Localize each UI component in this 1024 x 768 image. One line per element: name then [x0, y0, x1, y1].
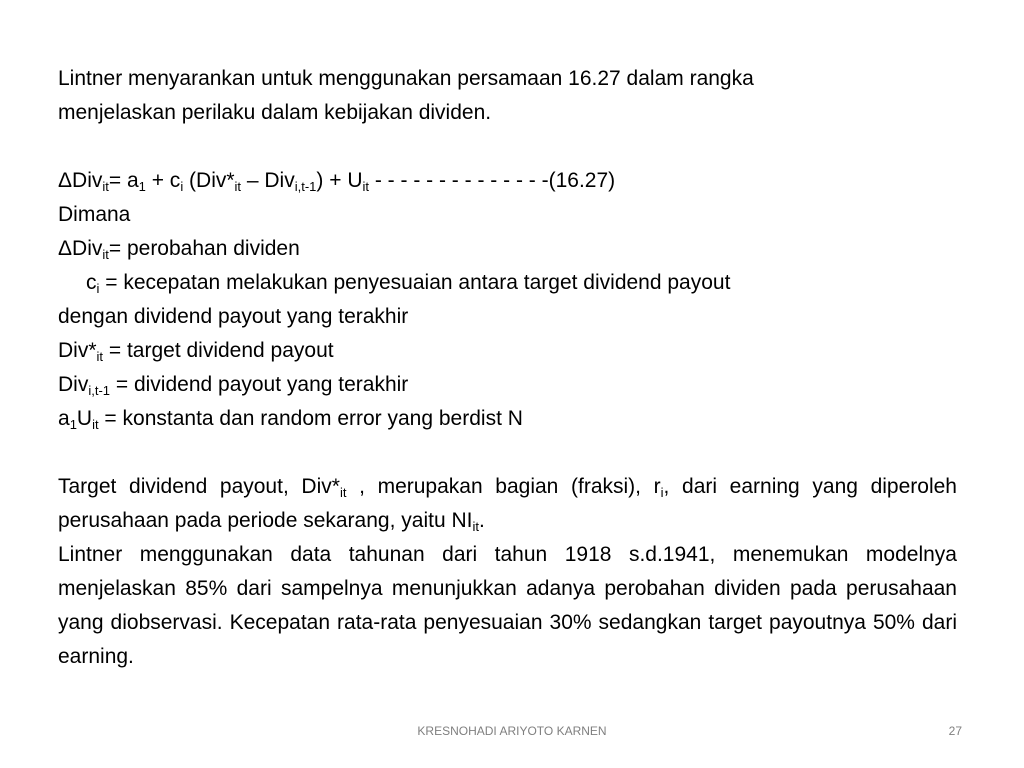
symbol: ΔDiv [58, 237, 103, 260]
equation-number: - - - - - - - - - - - - - -(16.27) [369, 169, 616, 192]
definition-div-prev [58, 368, 957, 402]
intro-line-2: menjelaskan perilaku dalam kebijakan dividen. [58, 101, 492, 124]
equation-part: + c [145, 169, 181, 192]
equation-part: ) + U [316, 169, 363, 192]
dimana-label: Dimana [58, 203, 131, 226]
findings-paragraph: Lintner menggunakan data tahunan dari tahun 1918 s.d.1941, menemukan modelnya menjelaskan 85% dari sampelnya menunjukkan adanya perobahan dividen pada perusahaan yang diobservasi. Kecepatan rata-rata penyesuaian 30% sedangkan target payoutnya 50% dari earning. [58, 543, 957, 668]
symbol-subscript: i,t-1 [88, 383, 111, 398]
intro-line-1: Lintner menyarankan untuk menggunakan persamaan 16.27 dalam rangka [58, 67, 754, 90]
footer-author: KRESNOHADI ARIYOTO KARNEN [417, 724, 607, 738]
symbol-subscript: it [102, 247, 109, 262]
definition-a1u [58, 402, 957, 436]
symbol: a [58, 407, 70, 430]
definition-text: = dividend payout yang terakhir [110, 373, 409, 396]
paragraph-subscript: i [660, 485, 664, 500]
symbol: c [86, 271, 97, 294]
equation-subscript: it [234, 179, 242, 194]
paragraph-text: , dari earning yang diperoleh perusahaan pada periode sekarang, yaitu NI [58, 475, 957, 532]
equation-part: – Div [241, 169, 295, 192]
target-payout-paragraph [58, 470, 957, 538]
equation-subscript: i,t-1 [294, 179, 317, 194]
slide-body [58, 62, 957, 674]
symbol: Div [58, 373, 89, 396]
definition-text: = target dividend payout [103, 339, 334, 362]
symbol-subscript: it [96, 349, 104, 364]
equation-part: ΔDiv [58, 169, 103, 192]
definition-ci-continuation: dengan dividend payout yang terakhir [58, 305, 409, 328]
definition-text: = konstanta dan random error yang berdist N [98, 407, 523, 430]
symbol-subscript: it [92, 417, 99, 432]
definition-ci [58, 266, 957, 300]
page-number: 27 [948, 724, 962, 738]
symbol: U [76, 407, 93, 430]
paragraph-text: Target dividend payout, Div* [58, 475, 340, 498]
symbol-subscript: i [96, 281, 100, 296]
equation-part: = a [108, 169, 139, 192]
symbol: Div* [58, 339, 97, 362]
definition-div-star [58, 334, 957, 368]
paragraph-subscript: it [472, 519, 479, 534]
equation-subscript: 1 [138, 179, 146, 194]
paragraph-subscript: it [339, 485, 347, 500]
spacer [58, 130, 957, 164]
equation-16-27 [58, 164, 957, 198]
definition-delta-div [58, 232, 957, 266]
paragraph-text: , merupakan bagian (fraksi), r [346, 475, 661, 498]
definition-text: = perobahan dividen [108, 237, 300, 260]
equation-subscript: it [362, 179, 369, 194]
definition-text: = kecepatan melakukan penyesuaian antara target dividend payout [99, 271, 731, 294]
equation-part: (Div* [183, 169, 235, 192]
spacer [58, 436, 957, 470]
equation-subscript: it [102, 179, 109, 194]
symbol-subscript: 1 [69, 417, 77, 432]
equation-subscript: i [180, 179, 184, 194]
paragraph-text: . [478, 509, 485, 532]
